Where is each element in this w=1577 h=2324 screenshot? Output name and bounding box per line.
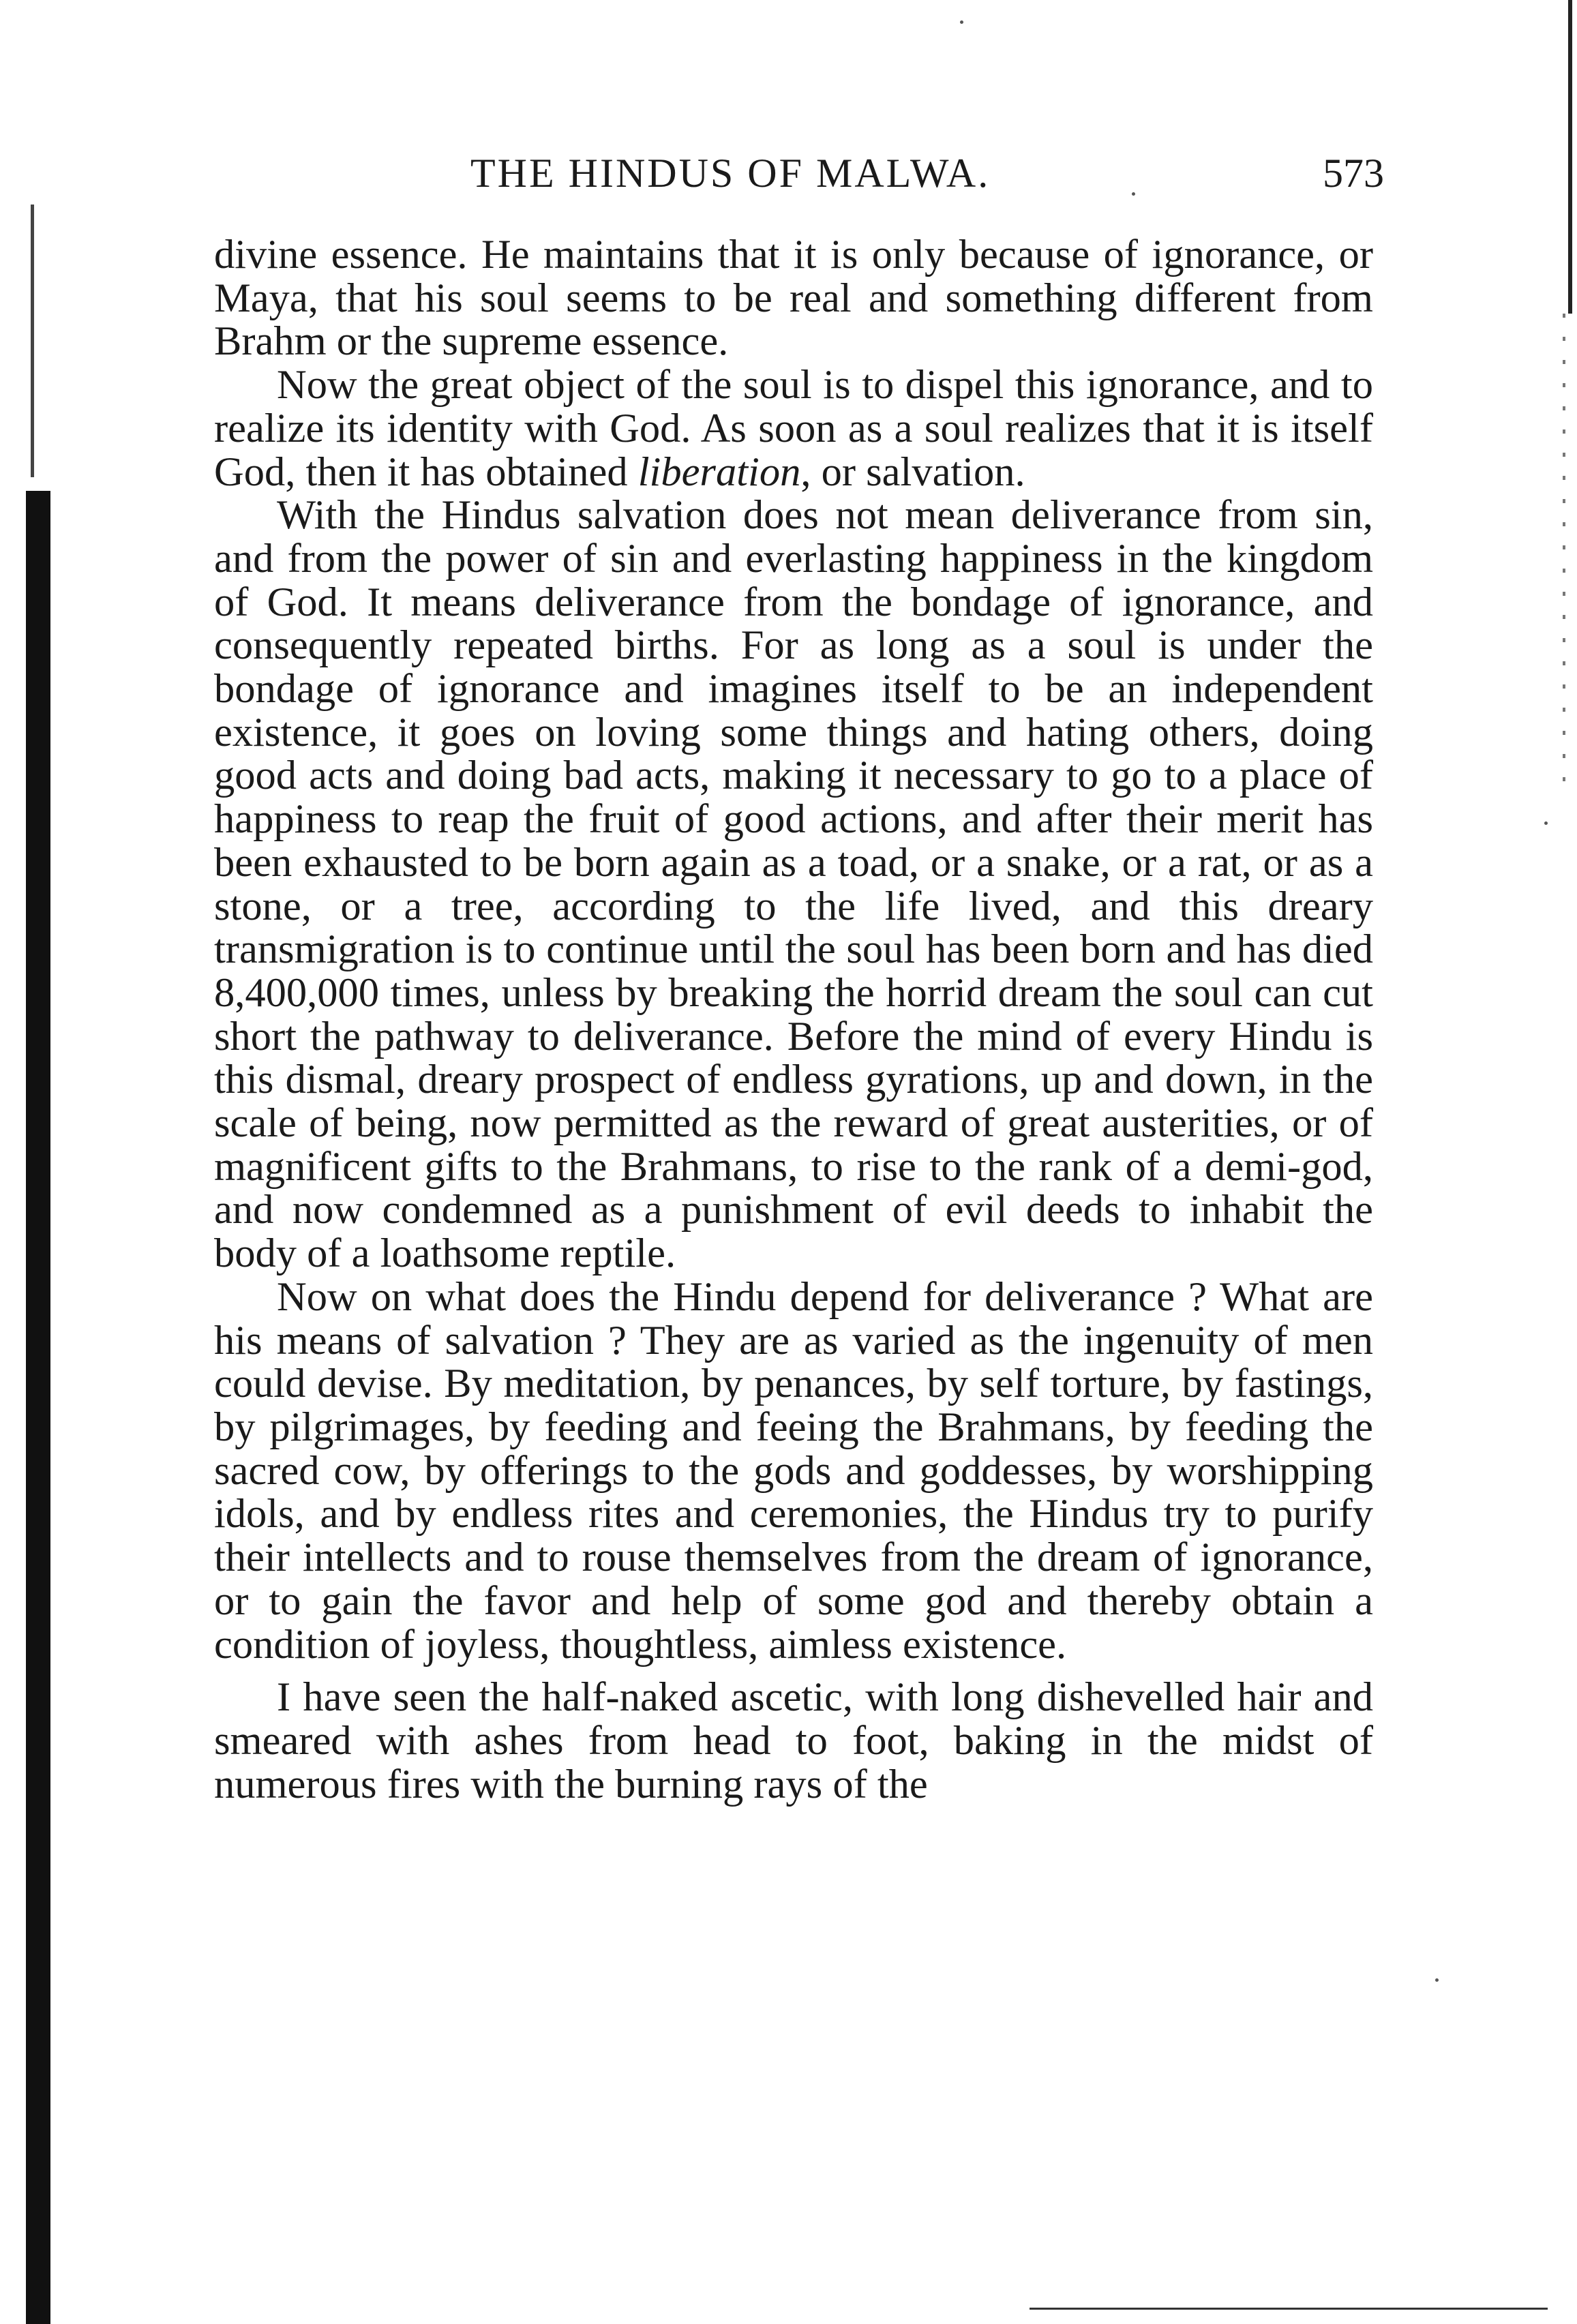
paragraph-text: , or salvation. [800,449,1025,495]
page-number: 573 [1323,151,1384,196]
binding-edge-shadow [26,491,50,2324]
paragraph: I have seen the half-naked ascetic, with long dishevelled hair and smeared with ashes from head to foot, baking in the midst of numerous fires with the burning rays of the [214,1674,1373,1807]
running-head [205,146,1384,200]
emphasized-term: liberation [637,449,801,495]
paragraph [214,363,1373,494]
right-edge-specks [1563,314,1565,791]
paragraph-text: Now the great object of the soul is to dispel this ignorance, and to realize its identity with God. As soon as a soul realizes that it is itself God, then it has obtained [214,362,1373,495]
paragraph: With the Hindus salvation does not mean deliverance from sin, and from the power of sin and everlasting happiness in the kingdom of God. It means deliverance from the bondage of ignorance, and consequently repeated births. For as long as a soul is under the bondage of ignorance and imagines itself to be an independent existence, it goes on loving some things and hating others, doing good acts and doing bad acts, making it necessary to go to a place of happiness to reap the fruit of good actions, and after their merit has been exhausted to be born again as a toad, or a snake, or a rat, or as a stone, or a tree, according to the life lived, and this dreary transmigration is to continue until the soul has been born and has died 8,400,000 times, unless by breaking the horrid dream the soul can cut short the pathway to deliverance. Before the mind of every Hindu is this dismal, dreary prospect of endless gyrations, up and down, in the scale of being, now permitted as the reward of great austerities, or of magnificent gifts to the Brahmans, to rise to the rank of a demi-god, and now condemned as a punishment of evil deeds to inhabit the body of a loathsome reptile. [214,492,1373,1277]
right-page-edge [1568,0,1572,314]
paragraph-continued: divine essence. He maintains that it is only because of ignorance, or Maya, that his soul seems to be real and something different from Brahm or the supreme essence. [214,232,1373,365]
scan-speck [1544,821,1548,825]
body-text [214,233,1373,1806]
scan-speck [1435,1978,1439,1982]
paragraph: Now on what does the Hindu depend for deliverance ? What are his means of salvation ? They are as varied as the ingenuity of men could devise. By meditation, by penances, by self torture, by fastings, by pilgrimages, by feeding and feeing the Brahmans, by feeding the sacred cow, by offerings to the gods and goddesses, by worshipping idols, and by endless rites and ceremonies, the Hindus try to purify their intellects and to rouse themselves from the dream of ignorance, or to gain the favor and help of some god and thereby obtain a condition of joyless, thoughtless, aimless existence. [214,1273,1373,1667]
running-title: THE HINDUS OF MALWA. [470,151,991,196]
bottom-rule [1030,2308,1548,2310]
scan-speck [960,20,963,24]
binding-edge-line [31,205,34,477]
